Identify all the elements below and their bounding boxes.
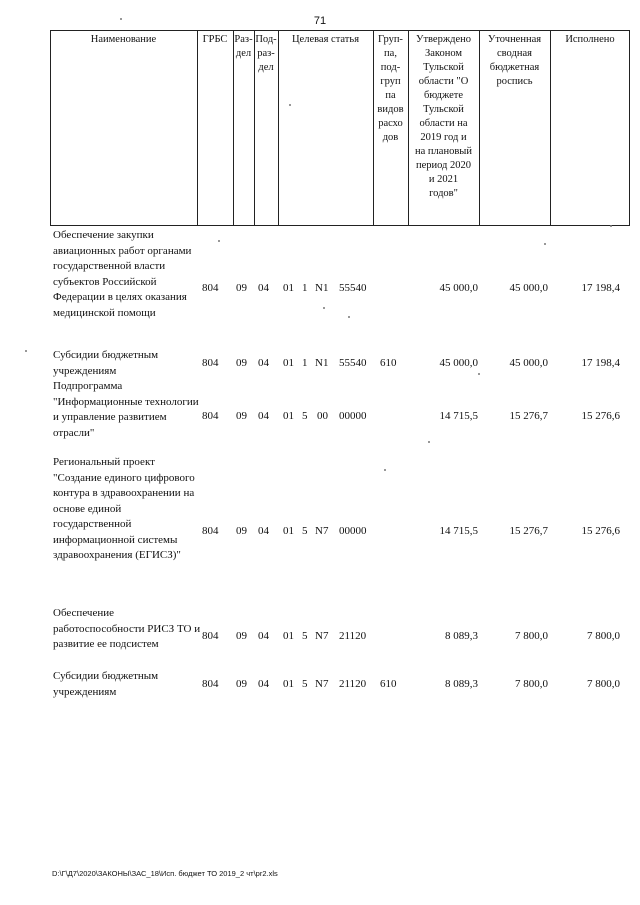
- row-refined: 15 276,7: [509, 410, 548, 422]
- row-razdel: 09: [236, 357, 247, 369]
- row-target-direction: 21120: [339, 630, 367, 642]
- scan-speck: [323, 307, 325, 309]
- row-target-program: 01: [283, 525, 294, 537]
- row-target-subprogram: 5: [302, 525, 308, 537]
- row-target-project: N7: [315, 678, 329, 690]
- header-grbs: ГРБС: [202, 34, 228, 45]
- header-name: Наименование: [90, 34, 157, 45]
- row-target-subprogram: 1: [302, 357, 308, 369]
- header-target: Целевая статья: [291, 34, 360, 45]
- row-target-project: N7: [315, 525, 329, 537]
- row-target-direction: 00000: [339, 525, 367, 537]
- row-target-project: N1: [315, 357, 329, 369]
- row-grbs: 804: [202, 630, 219, 642]
- row-grbs: 804: [202, 357, 219, 369]
- header-razdel: Раз- дел: [234, 34, 253, 59]
- row-podrazdel: 04: [258, 678, 269, 690]
- row-podrazdel: 04: [258, 357, 269, 369]
- header-podrazdel: Под- раз- дел: [255, 34, 277, 73]
- scan-speck: [610, 225, 612, 227]
- row-podrazdel: 04: [258, 630, 269, 642]
- row-executed: 7 800,0: [587, 678, 620, 690]
- row-refined: 7 800,0: [515, 678, 548, 690]
- row-target-project: N7: [315, 630, 329, 642]
- row-razdel: 09: [236, 630, 247, 642]
- row-approved: 8 089,3: [445, 630, 478, 642]
- row-executed: 15 276,6: [581, 525, 620, 537]
- row-name: Региональный проект "Создание единого цифрового контура в здравоохранении на основе единой государственной информационной системы здравоохранения (ЕГИСЗ)": [53, 456, 195, 561]
- row-name: Обеспечение работоспособности РИСЗ ТО и развитие ее подсистем: [53, 607, 201, 650]
- row-podrazdel: 04: [258, 282, 269, 294]
- row-approved: 14 715,5: [439, 525, 478, 537]
- row-target-subprogram: 1: [302, 282, 308, 294]
- row-name: Обеспечение закупки авиационных работ органами государственной власти субъектов Российской Федерации в целях оказания медицинской помощи: [53, 229, 192, 319]
- row-executed: 7 800,0: [587, 630, 620, 642]
- row-target-direction: 55540: [339, 357, 367, 369]
- row-refined: 45 000,0: [509, 282, 548, 294]
- header-group: Груп- па, под- груп па видов расхо дов: [377, 34, 404, 143]
- row-razdel: 09: [236, 678, 247, 690]
- row-approved: 45 000,0: [439, 282, 478, 294]
- scan-speck: [120, 18, 122, 20]
- row-target-subprogram: 5: [302, 630, 308, 642]
- row-target-direction: 00000: [339, 410, 367, 422]
- row-podrazdel: 04: [258, 410, 269, 422]
- row-target-direction: 21120: [339, 678, 367, 690]
- row-refined: 7 800,0: [515, 630, 548, 642]
- row-grbs: 804: [202, 525, 219, 537]
- row-target-program: 01: [283, 630, 294, 642]
- row-target-subprogram: 5: [302, 410, 308, 422]
- scan-speck: [544, 243, 546, 245]
- scan-speck: [478, 373, 480, 375]
- row-grbs: 804: [202, 678, 219, 690]
- file-path-footer: D:\Г\Д7\2020\ЗАКОНЫ\ЗАС_18\Исп. бюджет ТО 2019_2 чт\pr2.xls: [52, 869, 278, 878]
- row-executed: 17 198,4: [581, 357, 620, 369]
- row-target-project: N1: [315, 282, 329, 294]
- row-podrazdel: 04: [258, 525, 269, 537]
- scan-speck: [348, 316, 350, 318]
- row-target-program: 01: [283, 678, 294, 690]
- scan-speck: [218, 240, 220, 242]
- row-target-direction: 55540: [339, 282, 367, 294]
- row-target-program: 01: [283, 282, 294, 294]
- page-number: 71: [313, 15, 327, 27]
- row-approved: 45 000,0: [439, 357, 478, 369]
- row-executed: 15 276,6: [581, 410, 620, 422]
- row-executed: 17 198,4: [581, 282, 620, 294]
- row-razdel: 09: [236, 282, 247, 294]
- row-target-program: 01: [283, 410, 294, 422]
- header-executed: Исполнено: [565, 34, 615, 45]
- scan-speck: [289, 104, 291, 106]
- scan-speck: [428, 441, 430, 443]
- row-approved: 8 089,3: [445, 678, 478, 690]
- scan-speck: [384, 469, 386, 471]
- row-grbs: 804: [202, 410, 219, 422]
- row-name: Подпрограмма "Информационные технологии и управление развитием отрасли": [53, 380, 199, 439]
- row-razdel: 09: [236, 410, 247, 422]
- row-approved: 14 715,5: [439, 410, 478, 422]
- row-expense-group: 610: [380, 357, 397, 369]
- row-name: Субсидии бюджетным учреждениям: [53, 670, 159, 698]
- row-razdel: 09: [236, 525, 247, 537]
- scan-speck: [25, 350, 27, 352]
- row-target-program: 01: [283, 357, 294, 369]
- row-target-project: 00: [317, 410, 328, 422]
- row-expense-group: 610: [380, 678, 397, 690]
- row-name: Субсидии бюджетным учреждениям: [53, 349, 159, 377]
- row-refined: 15 276,7: [509, 525, 548, 537]
- header-refined: Уточненная сводная бюджетная роспись: [487, 34, 542, 87]
- row-refined: 45 000,0: [509, 357, 548, 369]
- header-approved: Утверждено Законом Тульской области "О бюджете Тульской области на 2019 год и на плановый период 2020 и 2021 годов": [415, 34, 472, 199]
- row-target-subprogram: 5: [302, 678, 308, 690]
- row-grbs: 804: [202, 282, 219, 294]
